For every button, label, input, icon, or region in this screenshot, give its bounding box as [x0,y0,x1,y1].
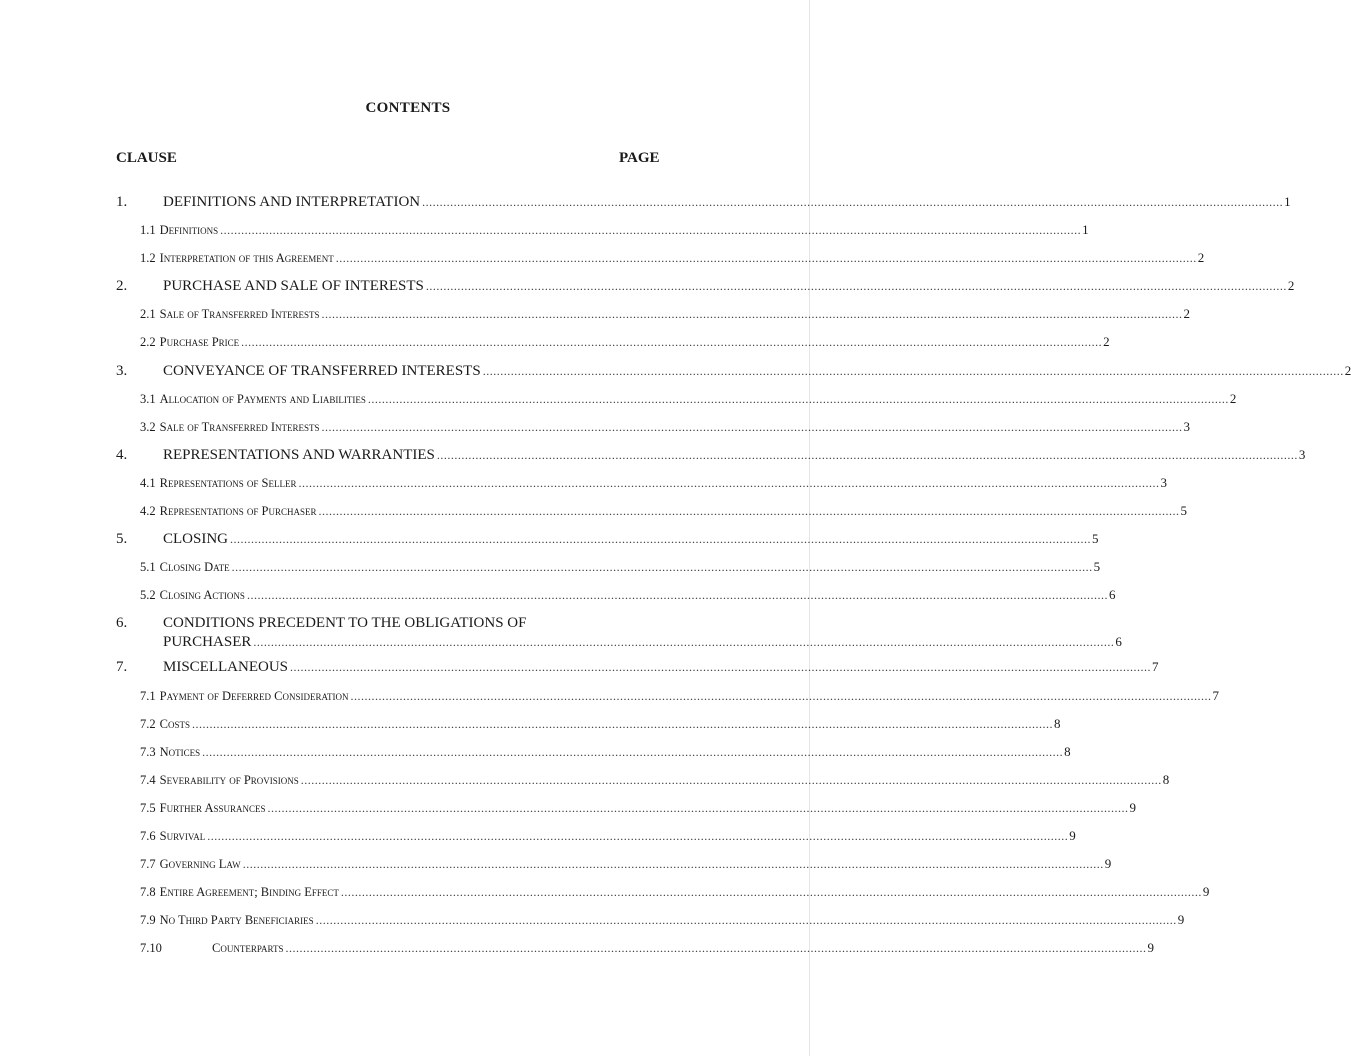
dot-leader [266,801,1129,816]
subclause-title: Survival [159,828,206,843]
dot-leader [366,392,1229,407]
subclause-number: 5.2 [140,588,156,603]
toc-entry-subclause [116,715,1061,744]
dot-leader [239,335,1102,350]
page-title: CONTENTS [365,100,451,116]
subclause-number: 7.3 [140,744,156,759]
dot-leader [481,364,1344,379]
dot-leader [288,660,1151,675]
clause-title: MISCELLANEOUS [163,659,289,676]
toc-entry-subclause [116,334,1110,362]
toc-entry-subclause [116,474,1167,503]
page-number: 1 [1082,222,1089,238]
toc-entry-subclause [116,503,1187,531]
subclause-number: 4.1 [140,475,156,490]
dot-leader [435,448,1298,463]
toc-entry-subclause [116,587,1116,615]
toc-entry-clause [116,531,1099,559]
dot-leader [420,195,1283,210]
page-number: 7 [1152,659,1159,675]
page-number: 5 [1180,503,1187,519]
page-number: 2 [1344,362,1351,378]
toc-entry-subclause [116,884,1210,912]
toc-entry-clause [116,278,1295,306]
page-number: 3 [1160,474,1167,490]
toc-entry-subclause [116,771,1170,800]
clause-title-line-2 [163,634,1122,651]
subclause-title: Representations of Seller [159,475,297,490]
dot-leader [339,885,1202,900]
subclause-number: 7.7 [140,857,156,872]
dot-leader [200,745,1063,760]
toc-entry-subclause [116,306,1191,334]
subclause-number: 2.1 [140,307,156,322]
page-number: 2 [1103,334,1110,350]
subclause-number: 3.1 [140,391,156,406]
subclause-title: Interpretation of this Agreement [159,251,334,266]
dot-leader [424,279,1287,294]
page-number: 6 [1108,587,1116,603]
toc-entry-subclause [116,687,1219,716]
dot-leader [299,773,1162,788]
clause-number: 7. [116,659,128,676]
toc-entry-clause [116,362,1351,391]
clause-number: 2. [116,278,128,295]
page-number: 7 [1212,687,1219,703]
dot-leader [320,307,1183,322]
page-number: 2 [1287,278,1295,294]
toc-entry-subclause [116,940,1154,968]
subclause-title: Purchase Price [159,335,240,350]
dot-leader [334,251,1197,266]
subclause-number: 7.5 [140,800,156,815]
clause-title: CLOSING [163,531,229,548]
subclause-number: 1.1 [140,223,156,238]
page-number: 3 [1298,446,1306,462]
subclause-title: Further Assurances [159,800,266,815]
dot-leader [251,635,1114,650]
table-of-contents [116,194,1351,968]
subclause-number: 3.2 [140,419,156,434]
clause-title-line: CONDITIONS PRECEDENT TO THE OBLIGATIONS OF [163,615,527,632]
toc-entry-clause [116,446,1306,475]
page-number: 2 [1183,306,1191,322]
page-number: 9 [1147,940,1154,956]
page-number: 9 [1069,827,1076,843]
subclause-title: Sale of Transferred Interests [159,419,320,434]
toc-entry-subclause [116,559,1101,587]
page-number: 8 [1064,743,1071,759]
toc-entry-subclause [116,743,1071,772]
clause-title: CONVEYANCE OF TRANSFERRED INTERESTS [163,362,481,379]
page-number: 5 [1093,559,1101,575]
page-number: 9 [1177,912,1185,928]
toc-entry-clause [116,615,1122,659]
subclause-number: 7.8 [140,885,156,900]
page-number: 3 [1183,418,1191,434]
dot-leader [320,420,1183,435]
subclause-title: Closing Actions [159,588,245,603]
subclause-number: 2.2 [140,335,156,350]
toc-entry-subclause [116,390,1237,419]
clause-title: DEFINITIONS AND INTERPRETATION [163,194,421,210]
clause-title: PURCHASE AND SALE OF INTERESTS [163,278,424,295]
clause-number: 6. [116,615,128,632]
clause-number: 3. [116,362,128,379]
clause-title: REPRESENTATIONS AND WARRANTIES [163,446,435,463]
page-number: 9 [1202,884,1210,900]
toc-entry-subclause [116,827,1076,856]
page-number: 9 [1104,856,1112,872]
subclause-number: 4.2 [140,504,156,519]
subclause-number: 7.4 [140,772,156,787]
page-number: 9 [1129,799,1137,815]
clause-title: PURCHASER [163,634,252,651]
page-number: 5 [1092,531,1099,547]
dot-leader [228,532,1091,547]
subclause-title: Entire Agreement; Binding Effect [159,885,339,900]
page-number: 8 [1162,771,1170,787]
subclause-title: Allocation of Payments and Liabilities [159,391,366,406]
dot-leader [218,223,1081,238]
page-number: 2 [1197,250,1205,266]
subclause-number: 1.2 [140,251,156,266]
dot-leader [230,560,1093,575]
toc-entry-subclause [116,856,1112,884]
dot-leader [296,476,1159,491]
subclause-title: Closing Date [159,560,230,575]
subclause-number: 7.1 [140,688,156,703]
subclause-title: Governing Law [159,857,241,872]
toc-entry-clause [116,194,1291,222]
dot-leader [283,941,1146,956]
page-column-header: PAGE [619,150,660,166]
subclause-number: 7.10 [140,941,162,956]
subclause-number: 7.9 [140,913,156,928]
subclause-title: Severability of Provisions [159,772,299,787]
dot-leader [245,588,1108,603]
dot-leader [316,504,1179,519]
subclause-title: Definitions [159,223,219,238]
subclause-title: Counterparts [212,941,284,956]
dot-leader [349,689,1212,704]
dot-leader [241,857,1104,872]
subclause-number: 7.6 [140,828,156,843]
subclause-title: Sale of Transferred Interests [159,307,320,322]
toc-entry-subclause [116,222,1089,250]
subclause-number: 7.2 [140,716,156,731]
clause-number: 4. [116,446,128,463]
subclause-number: 5.1 [140,560,156,575]
subclause-title: Payment of Deferred Consideration [159,688,349,703]
toc-entry-subclause [116,912,1185,940]
clause-number: 5. [116,531,128,548]
toc-entry-subclause [116,799,1137,828]
dot-leader [205,829,1068,844]
toc-entry-subclause [116,250,1205,278]
subclause-title: Notices [159,744,201,759]
page-number: 8 [1053,715,1061,731]
subclause-title: Representations of Purchaser [159,504,317,519]
dot-leader [190,717,1053,732]
clause-title-block [163,615,1122,651]
dot-leader [314,913,1177,928]
toc-entry-subclause [116,418,1191,447]
page-number: 1 [1284,194,1291,209]
subclause-title: Costs [159,716,190,731]
clause-column-header: CLAUSE [116,150,177,166]
page-number: 6 [1115,634,1122,650]
page-number: 2 [1229,390,1237,406]
clause-number: 1. [116,194,128,210]
subclause-title: No Third Party Beneficiaries [159,913,314,928]
toc-entry-clause [116,659,1159,687]
